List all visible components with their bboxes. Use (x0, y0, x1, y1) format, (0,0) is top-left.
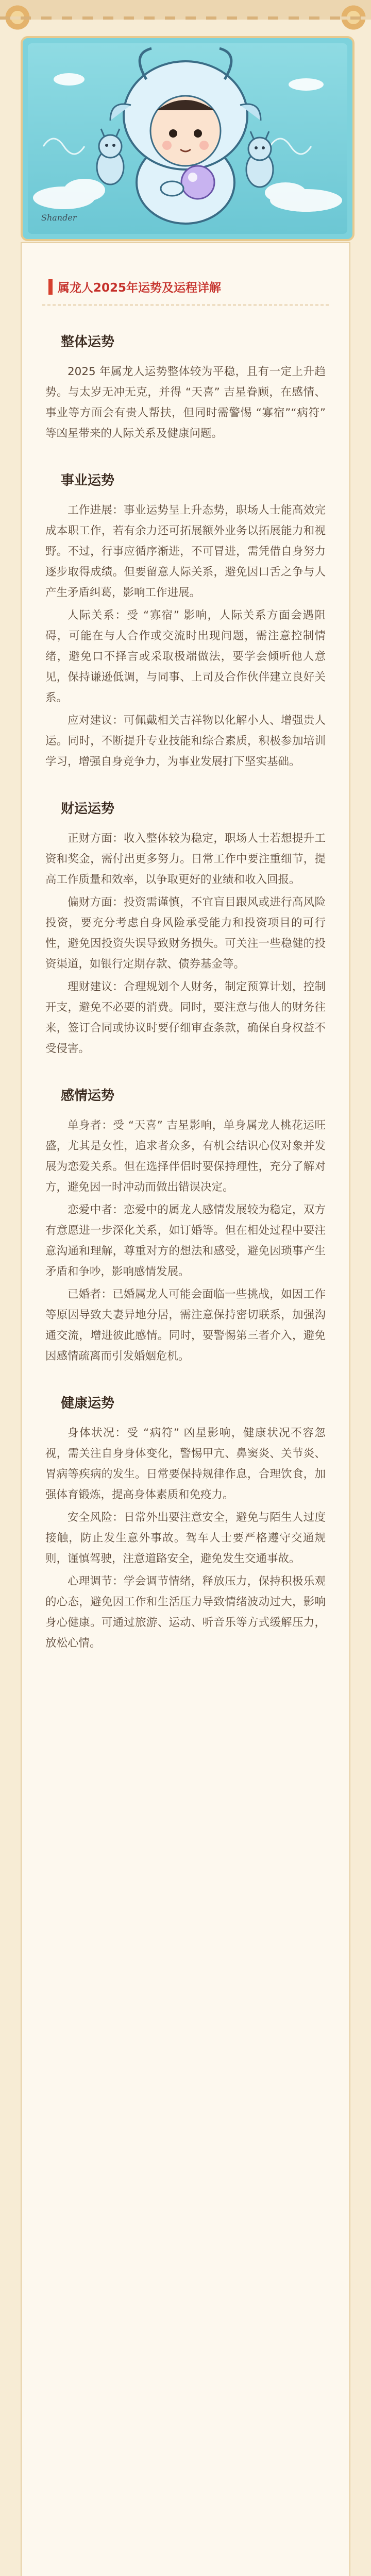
section-heading: 整体运势 (61, 334, 115, 350)
paragraph: 正财方面：收入整体较为稳定，职场人士若想提升工资和奖金，需付出更多努力。日常工作中要注重细节，提高工作质量和效率，以争取更好的业绩和收入回报。 (45, 832, 326, 886)
flower-icon (2, 2, 33, 33)
article-card (21, 242, 350, 2576)
small-dragon-icon (246, 131, 273, 187)
section-heading: 事业运势 (61, 473, 115, 488)
title-marker-icon (48, 279, 53, 295)
paragraph: 安全风险：日常外出要注意安全，避免与陌生人过度接触，防止发生意外事故。驾车人士要严格遵守交通规则，谨慎驾驶，注意道路安全，避免发生交通事故。 (45, 1511, 326, 1565)
paragraph: 工作进展：事业运势呈上升态势，职场人士能高效完成本职工作，若有余力还可拓展额外业务以拓展能力和视野。不过，行事应循序渐进，不可冒进，需凭借自身努力逐步取得成绩。但要留意人际关系，避免因口舌之争与人产生矛盾纠葛，影响工作进展。 (45, 504, 326, 599)
paragraph: 人际关系：受 “寡宿” 影响，人际关系方面会遇阻碍，可能在与人合作或交流时出现问题，需注意控制情绪，避免口不择言或采取极端做法，要学会倾听他人意见，保持谦逊低调，与同事、上司及合作伙伴建立良好关系。 (45, 609, 326, 704)
paragraph: 2025 年属龙人运势整体较为平稳，且有一定上升趋势。与太岁无冲无克，并得 “天喜” 吉星眷顾，在感情、事业等方面会有贵人帮扶，但同时需警惕 “寡宿”“病符” 等凶星带来的人际关系及健康问题。 (45, 365, 326, 440)
section-heading: 健康运势 (61, 1396, 115, 1411)
dragon-child-illustration (28, 43, 343, 230)
paragraph: 恋爱中者：恋爱中的属龙人感情发展较为稳定，双方有意愿进一步深化关系，如订婚等。但在相处过程中要注意沟通和理解，尊重对方的想法和感受，避免因琐事产生矛盾和争吵，影响感情发展。 (45, 1204, 326, 1278)
section-heading: 感情运势 (61, 1088, 115, 1104)
hero-scene (28, 43, 347, 234)
artist-signature: Shander (41, 213, 77, 223)
paragraph: 偏财方面：投资需谨慎，不宜盲目跟风或进行高风险投资，要充分考虑自身风险承受能力和投资项目的可行性，避免因投资失误导致财务损失。可关注一些稳健的投资渠道，如银行定期存款、债券基金等。 (45, 896, 326, 971)
title-divider (42, 304, 329, 306)
hero-illustration (21, 36, 355, 241)
section-career (22, 470, 349, 772)
article-title (48, 278, 349, 295)
paragraph: 理财建议：合理规划个人财务，制定预算计划，控制开支，避免不必要的消费。同时，要注意与他人的财务往来，签订合同或协议时要仔细审查条款，确保自身权益不受侵害。 (45, 980, 326, 1055)
article-title-text: 属龙人2025年运势及运程详解 (58, 281, 222, 295)
top-floral-band (0, 0, 371, 20)
paragraph: 身体状况：受 “病符” 凶星影响，健康状况不容忽视，需关注自身身体变化，警惕甲亢、鼻窦炎、关节炎、胃病等疾病的发生。日常要保持规律作息，合理饮食，加强体育锻炼，提高身体素质和免疫力。 (45, 1427, 326, 1501)
section-heading: 财运运势 (61, 801, 115, 817)
dragon-child-icon (110, 48, 261, 224)
paragraph: 应对建议：可佩戴相关吉祥物以化解小人、增强贵人运。同时，不断提升专业技能和综合素质，积极参加培训学习，增强自身竞争力，为事业发展打下坚实基础。 (45, 714, 326, 768)
paragraph: 心理调节：学会调节情绪，释放压力，保持积极乐观的心态，避免因工作和生活压力导致情绪波动过大，影响身心健康。可通过旅游、运动、听音乐等方式缓解压力，放松心情。 (45, 1575, 326, 1650)
flower-icon (338, 2, 369, 33)
section-health (22, 1393, 349, 1654)
paragraph: 单身者：受 “天喜” 吉星影响，单身属龙人桃花运旺盛，尤其是女性，追求者众多，有机会结识心仪对象并发展为恋爱关系。但在选择伴侣时要保持理性，充分了解对方，避免因一时冲动而做出错误决定。 (45, 1119, 326, 1194)
small-dragon-icon (97, 129, 124, 184)
section-overall (22, 331, 349, 444)
section-wealth (22, 798, 349, 1059)
paragraph: 已婚者：已婚属龙人可能会面临一些挑战，如因工作等原因导致夫妻异地分居，需注意保持密切联系，加强沟通交流，增进彼此感情。同时，要警惕第三者介入，避免因感情疏离而引发婚姻危机。 (45, 1288, 326, 1363)
section-love (22, 1085, 349, 1367)
